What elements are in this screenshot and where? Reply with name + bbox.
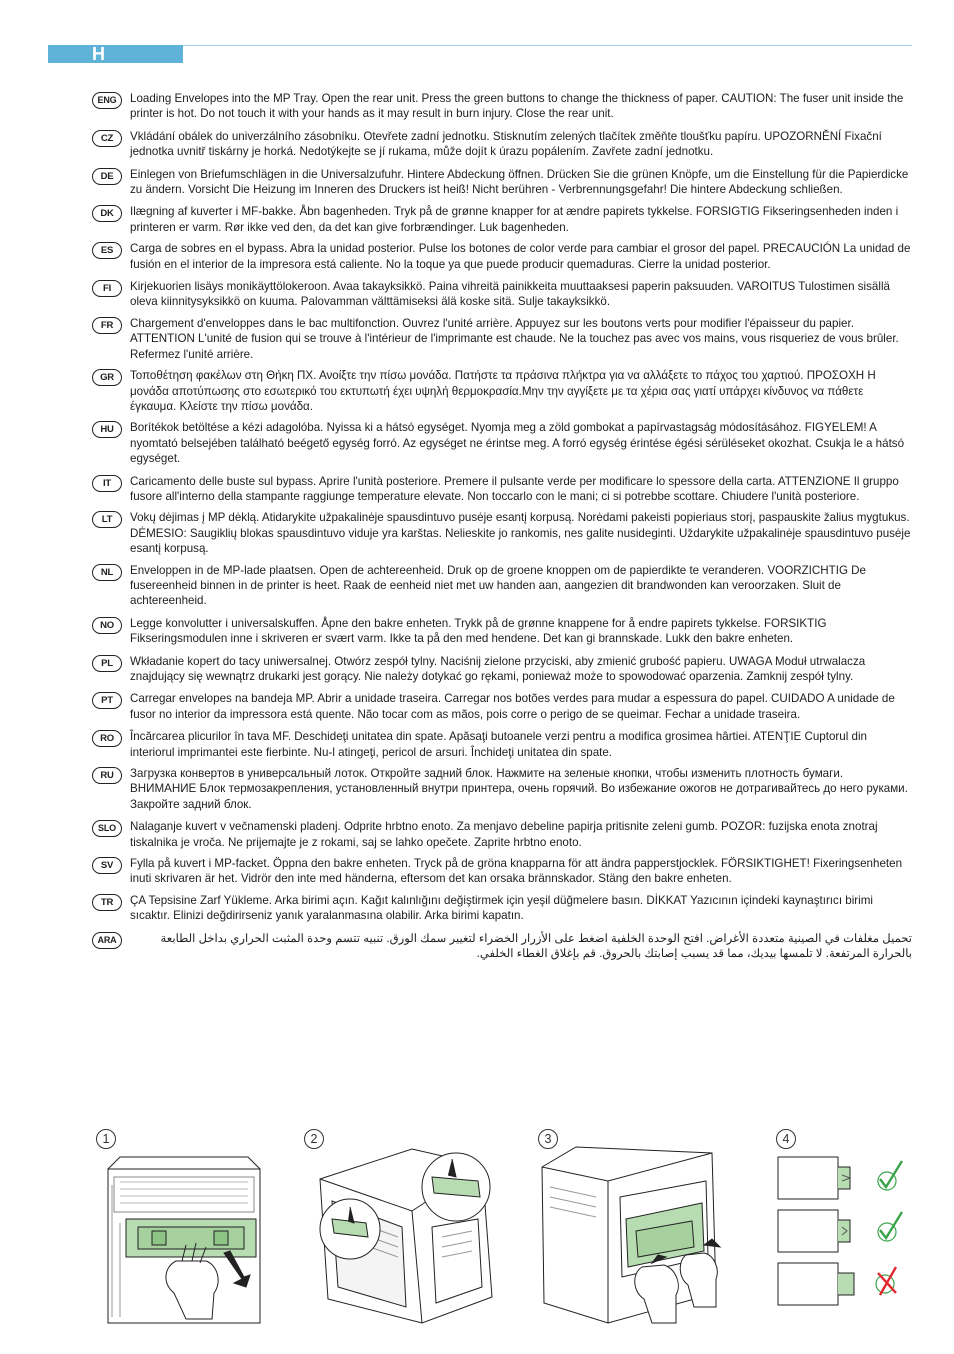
language-entry	[92, 474, 912, 505]
instruction-text: Caricamento delle buste sul bypass. Aprire l'unità posteriore. Premere il pulsante verde per modificare lo spessore della carta. ATTENZIONE Il gruppo fusore all'interno della stampante raggiunge temperature elevate. Non toccarlo con le mani; ci si potrebbe scottare. Chiudere l'unità posteriore.	[130, 474, 899, 503]
language-code-badge: PL	[92, 655, 122, 672]
instruction-text: Chargement d'enveloppes dans le bac multifonction. Ouvrez l'unité arrière. Appuyez sur les boutons verts pour modifier l'épaisseur du papier. ATTENTION L'unité de fusion qui se trouve à l'intérieur de l'imprimante est chaude. Ne la touchez pas avec vos mains, vous risqueriez de vous brûler. Refermez l'unité arrière.	[130, 316, 899, 361]
instruction-text: Einlegen von Briefumschlägen in die Universalzufuhr. Hintere Abdeckung öffnen. Drücken Sie die grünen Knöpfe, um die Einstellung für die Papierdicke zu ändern. Vorsicht Die Heizung im Inneren des Druckers ist heiß! Nicht berühren - Verbrennungsgefahr! Die hintere Abdeckung schließen.	[130, 167, 909, 197]
instruction-text: Vokų dėjimas į MP dėklą. Atidarykite užpakalinėje spausdintuvo pusėje esantį korpusą. Norėdami pakeisti popieriaus storį, paspauskite žalius mygtukus. DĖMESIO: Saugiklių blokas spausdintuvo viduje yra karštas. Nelieskite jo rankomis, nes galite nusideginti. Uždarykite užpakalinėje spausdintuvo pusėje esantį korpusą.	[130, 511, 911, 556]
language-code-badge: GR	[92, 369, 122, 386]
rear-unit-close-illustration	[536, 1127, 736, 1327]
figure-step-4	[772, 1127, 912, 1327]
language-code-badge: RU	[92, 767, 122, 784]
step-number-3: 3	[538, 1129, 558, 1149]
language-code-badge: HU	[92, 421, 122, 438]
instruction-text: Legge konvolutter i universalskuffen. Åpne den bakre enheten. Trykk på de grønne knappene for å endre papirets tykkelse. FORSIKTIG Fikseringsmodulen inne i skriveren er svært varm. Ikke ta på den med hendene. Det kan gi brannskade. Lukk den bakre enheten.	[130, 616, 827, 646]
instruction-text: Loading Envelopes into the MP Tray. Open the rear unit. Press the green buttons to change the thickness of paper. CAUTION: The fuser unit inside the printer is hot. Do not touch it with your hands as it may result in burn injury. Close the rear unit.	[130, 92, 904, 121]
figure-step-2	[302, 1127, 502, 1327]
step-number-2: 2	[304, 1129, 324, 1149]
language-entry	[92, 893, 912, 924]
instruction-text: Kirjekuorien lisäys monikäyttölokeroon. Avaa takayksikkö. Paina vihreitä painikkeita muuttaaksesi paperin paksuuden. VAROITUS Tulostimen sisällä oleva kiinnitysyksikkö on kuuma. Palovamman välttämiseksi älä koske sitä. Sulje takayksikkö.	[130, 280, 890, 309]
cross-icon	[876, 1267, 896, 1295]
instruction-text: ÇA Tepsisine Zarf Yükleme. Arka birimi açın. Kağıt kalınlığını değiştirmek için yeşil düğmelere basın. DİKKAT Yazıcının içindeki kaynaştırıcı birimi sıcaktır. Elinizi değdirirseniz yanık yaralanmasına olabilir. Arka birimi kapatın.	[130, 893, 873, 923]
printer-rear-unit-open-illustration	[94, 1127, 274, 1327]
language-code-badge: ARA	[92, 932, 122, 949]
instruction-text: Τοποθέτηση φακέλων στη Θήκη ΠΧ. Ανοίξτε την πίσω μονάδα. Πατήστε τα πράσινα πλήκτρα για να αλλάξετε το πάχος του χαρτιού. ΠΡΟΣΟΧΗ Η μονάδα αποτύπωσης στο εσωτερικό του εκτυπωτή έχει υψηλή θερμοκρασία.Μην την αγγίξετε με τα χέρια σας γιατί υπάρχει κίνδυνος να πάθετε έγκαυμα. Κλείστε την πίσω μονάδα.	[130, 369, 876, 413]
instruction-text: Enveloppen in de MP-lade plaatsen. Open de achtereenheid. Druk op de groene knoppen om de papierdikte te veranderen. VOORZICHTIG De fusereenheid binnen in de printer is heet. Raak de eenheid niet met uw handen aan, aangezien dit brandwonden kan veroorzaken. Sluit de achtereenheid.	[130, 563, 866, 608]
language-entry	[92, 129, 912, 160]
step-number-1: 1	[96, 1129, 116, 1149]
language-code-badge: DK	[92, 205, 122, 222]
language-code-badge: SLO	[92, 820, 122, 837]
language-instruction-list	[92, 91, 912, 962]
language-entry	[92, 856, 912, 887]
language-entry	[92, 819, 912, 850]
checkmark-icon	[878, 1212, 902, 1241]
instruction-text: Fylla på kuvert i MP-facket. Öppna den bakre enheten. Tryck på de gröna knapparna för att ändra papperstjocklek. FÖRSIKTIGHET! Fixeringsenheten inuti skrivaren är het. Vidrör den inte med händerna, eftersom det kan orsaka brännskador. Stäng den bakre enheten.	[130, 857, 903, 886]
language-code-badge: TR	[92, 894, 122, 911]
language-code-badge: DE	[92, 168, 122, 185]
language-code-badge: PT	[92, 692, 122, 709]
instruction-text: Carga de sobres en el bypass. Abra la unidad posterior. Pulse los botones de color verde para cambiar el grosor del papel. PRECAUCIÓN La unidad de fusión en el interior de la impresora está caliente. No la toque ya que puede producir quemaduras. Cierre la unidad posterior.	[130, 242, 911, 271]
language-entry	[92, 931, 912, 962]
instruction-text: Ilægning af kuverter i MF-bakke. Åbn bagenheden. Tryk på de grønne knapper for at ændre papirets tykkelse. FORSIGTIG Fikseringsenheden inden i printeren er varm. Rør ikke ved den, da det kan give forbrændinger. Luk bagenheden.	[130, 205, 899, 234]
language-code-badge: FR	[92, 317, 122, 334]
language-entry	[92, 368, 912, 414]
section-tab	[48, 45, 183, 63]
section-letter: H	[92, 44, 105, 64]
language-code-badge: NO	[92, 617, 122, 634]
language-entry	[92, 691, 912, 722]
figure-step-3	[536, 1127, 736, 1327]
language-entry	[92, 420, 912, 466]
language-entry	[92, 167, 912, 198]
instruction-text: Загрузка конвертов в универсальный лоток. Откройте задний блок. Нажмите на зеленые кнопки, чтобы изменить плотность бумаги. ВНИМАНИЕ Блок термозакрепления, установленный внутри принтера, очень горячий. Во избежание ожогов не дотрагивайтесь до него руками. Закройте задний блок.	[130, 767, 908, 811]
step-number-4: 4	[776, 1129, 796, 1149]
language-entry	[92, 616, 912, 647]
language-code-badge: SV	[92, 857, 122, 874]
envelope-thickness-setting-illustration	[772, 1127, 912, 1327]
language-entry	[92, 316, 912, 362]
green-lever-press-illustration	[302, 1127, 502, 1327]
instruction-text: Vkládání obálek do univerzálního zásobníku. Otevřete zadní jednotku. Stisknutím zelených tlačítek změňte tloušťku papíru. UPOZORNĚNÍ Fixační jednotka uvnitř tiskárny je horká. Nedotýkejte se jí rukama, může dojít k úrazu popálením. Zavřete zadní jednotku.	[130, 129, 882, 159]
language-entry	[92, 766, 912, 812]
language-code-badge: ES	[92, 242, 122, 259]
language-entry	[92, 729, 912, 760]
language-code-badge: RO	[92, 730, 122, 747]
checkmark-icon	[878, 1161, 902, 1190]
language-entry	[92, 204, 912, 235]
header-rule	[183, 45, 912, 46]
language-entry	[92, 91, 912, 122]
language-code-badge: NL	[92, 564, 122, 581]
language-code-badge: LT	[92, 511, 122, 528]
instruction-text: Wkładanie kopert do tacy uniwersalnej. Otwórz zespół tylny. Naciśnij zielone przyciski, aby zmienić grubość papieru. UWAGA Moduł utrwalacza znajdujący się wewnątrz drukarki jest gorący. Nie należy dotykać go rękami, ponieważ może to spowodować oparzenia. Zamknij zespół tylny.	[130, 654, 866, 683]
language-entry	[92, 654, 912, 685]
figure-step-1	[94, 1127, 274, 1327]
language-entry	[92, 510, 912, 556]
language-entry	[92, 279, 912, 310]
instruction-text: Încărcarea plicurilor în tava MF. Deschideţi unitatea din spate. Apăsaţi butoanele verzi pentru a modifica grosimea hârtiei. ATENŢIE Cuptorul din interiorul imprimantei este fierbinte. Nu-l atingeţi, pericol de arsuri. Închideţi unitatea din spate.	[130, 730, 868, 759]
language-entry	[92, 241, 912, 272]
language-entry	[92, 563, 912, 609]
language-code-badge: ENG	[92, 92, 122, 109]
instruction-text: تحميل مغلفات في الصينية متعددة الأغراض. افتح الوحدة الخلفية اضغط على الأزرار الخضراء لتغيير سمك الورق. تنبيه تتسم وحدة المثبت الحراري بداخل الطابعة بالحرارة المرتفعة. لا تلمسها بيديك، مما قد يسبب إصابتك بالحروق. قم بإغلاق الغطاء الخلفي.	[160, 931, 912, 961]
instruction-text: Borítékok betöltése a kézi adagolóba. Nyissa ki a hátsó egységet. Nyomja meg a zöld gombokat a papírvastagság módosításához. FIGYELEM! A nyomtató belsejében található beégető egység forró. Az egységet ne érintse meg. A forró egység érintése égési sérüléseket okozhat. Csukja le a hátsó egységet.	[130, 421, 905, 466]
language-code-badge: FI	[92, 280, 122, 297]
instruction-text: Carregar envelopes na bandeja MP. Abrir a unidade traseira. Carregar nos botões verdes para mudar a espessura do papel. CUIDADO A unidade de fusor no interior da impressora está quente. Não tocar com as mãos, pois corre o perigo de se queimar. Fechar a unidade traseira.	[130, 692, 895, 721]
language-code-badge: IT	[92, 475, 122, 492]
language-code-badge: CZ	[92, 130, 122, 147]
instruction-text: Nalaganje kuvert v večnamenski pladenj. Odprite hrbtno enoto. Za menjavo debeline papirja pritisnite zeleni gumb. POZOR: fuzijska enota znotraj tiskalnika je vroča. Ne prijemajte je z rokami, saj se lahko opečete. Zaprite hrbtno enoto.	[130, 820, 878, 849]
